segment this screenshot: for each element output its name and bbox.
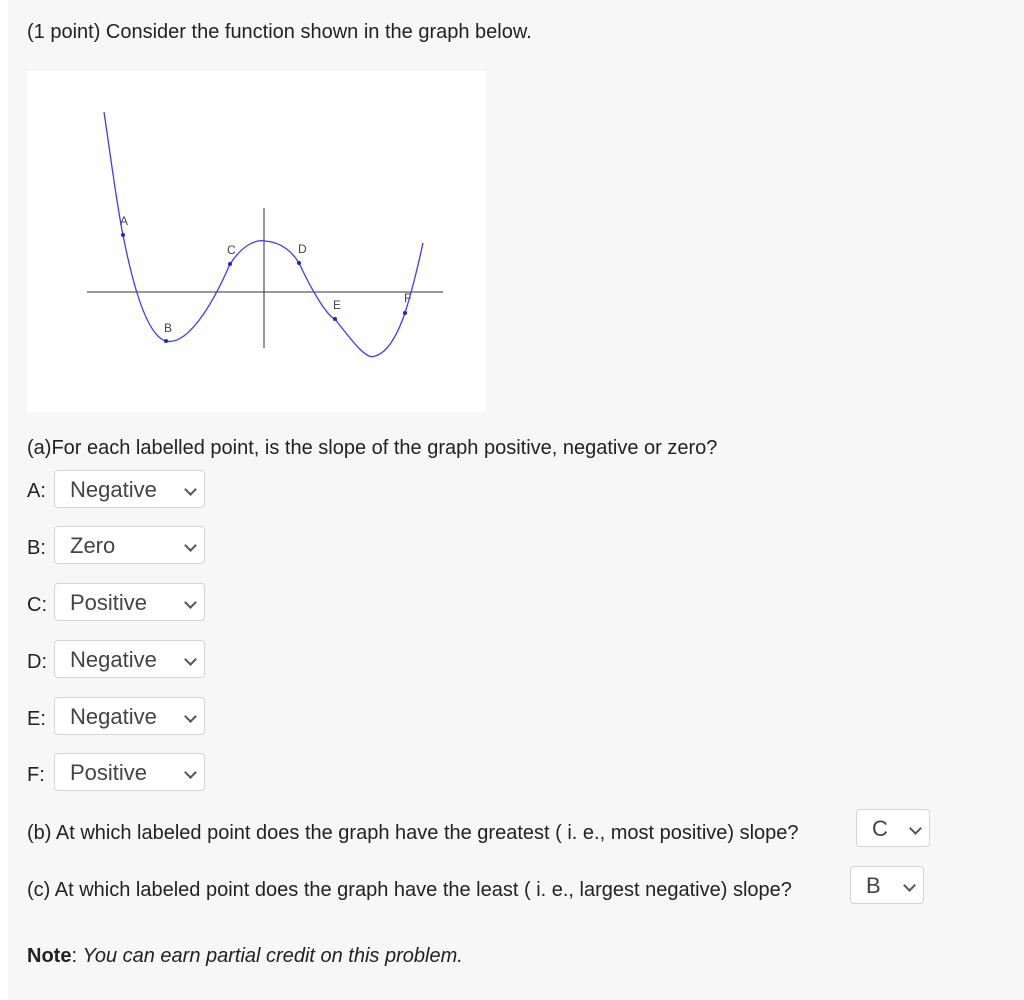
chevron-down-icon <box>184 483 197 496</box>
point-d-label: D <box>298 242 307 256</box>
point-c-label: C <box>227 243 236 257</box>
part-b-value: C <box>872 816 888 841</box>
note: Note: You can earn partial credit on this problem. <box>27 945 463 967</box>
point-e-label: E <box>333 298 342 312</box>
answer-b-select[interactable] <box>54 526 205 564</box>
chevron-down-icon <box>184 766 197 779</box>
chevron-down-icon <box>184 710 197 723</box>
answer-c-select[interactable] <box>54 583 205 621</box>
part-a-question: (a)For each labelled point, is the slope of the graph positive, negative or zero? <box>27 437 718 459</box>
answer-f-label: F: <box>27 764 45 786</box>
point-e-marker <box>333 317 337 321</box>
point-b-label: B <box>164 321 173 335</box>
part-c-question: (c) At which labeled point does the graph have the least ( i. e., largest negative) slope? <box>27 879 792 901</box>
graph-svg <box>27 71 486 412</box>
problem-panel <box>8 0 1024 1000</box>
chevron-down-icon <box>909 822 922 835</box>
answer-a-select[interactable] <box>54 470 205 508</box>
answer-e-value: Negative <box>70 704 157 729</box>
part-c-value: B <box>866 873 881 898</box>
answer-e-select[interactable] <box>54 697 205 735</box>
point-a-label: A <box>120 214 129 228</box>
point-f-label: F <box>404 291 412 305</box>
note-text: You can earn partial credit on this problem. <box>82 945 463 967</box>
answer-f-select[interactable] <box>54 753 205 791</box>
point-f-marker <box>403 311 407 315</box>
answer-c-label: C: <box>27 594 47 616</box>
point-d-marker <box>297 261 301 265</box>
answer-a-label: A: <box>27 480 46 502</box>
part-c-select[interactable] <box>850 866 924 904</box>
problem-intro: (1 point) Consider the function shown in the graph below. <box>27 21 532 43</box>
point-a-marker <box>121 233 125 237</box>
note-label: Note <box>27 945 72 967</box>
function-graph <box>27 71 486 412</box>
chevron-down-icon <box>184 596 197 609</box>
answer-c-value: Positive <box>70 590 148 615</box>
part-b-question: (b) At which labeled point does the graph have the greatest ( i. e., most positive) slope? <box>27 822 799 844</box>
answer-d-label: D: <box>27 651 47 673</box>
point-c-marker <box>228 262 232 266</box>
part-b-select[interactable] <box>856 809 930 847</box>
point-b-marker <box>164 339 168 343</box>
answer-d-select[interactable] <box>54 640 205 678</box>
chevron-down-icon <box>184 539 197 552</box>
answer-d-value: Negative <box>70 647 157 672</box>
chevron-down-icon <box>903 879 916 892</box>
chevron-down-icon <box>184 653 197 666</box>
answer-b-value: Zero <box>70 533 116 558</box>
answer-e-label: E: <box>27 708 46 730</box>
answer-b-label: B: <box>27 537 46 559</box>
answer-a-value: Negative <box>70 477 157 502</box>
answer-f-value: Positive <box>70 760 148 785</box>
